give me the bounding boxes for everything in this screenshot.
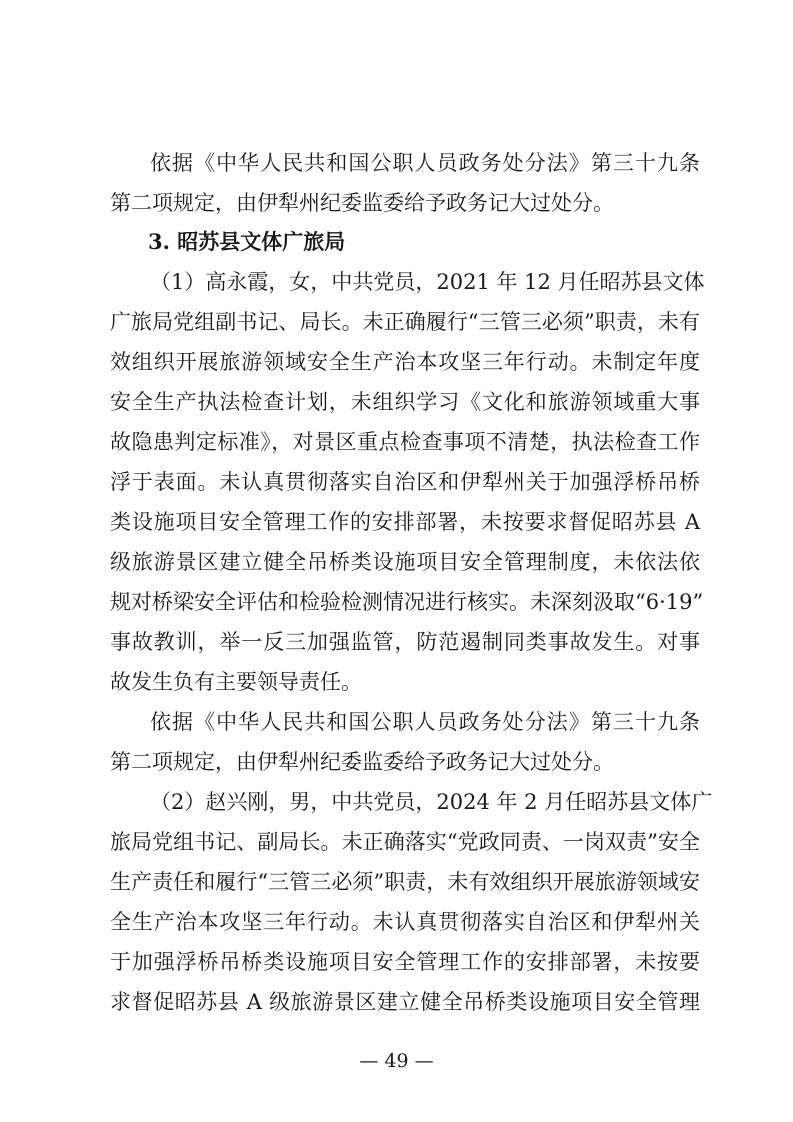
paragraph-line: 事故教训，举一反三加强监管，防范遏制同类事故发生。对事 <box>110 630 700 654</box>
paragraph-line: （1）高永霞，女，中共党员，2021 年 12 月任昭苏县文体 <box>150 270 705 294</box>
paragraph-line: （2）赵兴刚，男，中共党员，2024 年 2 月任昭苏县文体广 <box>150 790 713 814</box>
paragraph-line: 于加强浮桥吊桥类设施项目安全管理工作的安排部署，未按要 <box>110 950 700 974</box>
paragraph-line: 旅局党组书记、副局长。未正确落实“党政同责、一岗双责”安全 <box>110 830 700 854</box>
paragraph-line: 全生产治本攻坚三年行动。未认真贯彻落实自治区和伊犁州关 <box>110 910 700 934</box>
paragraph-line: 第二项规定，由伊犁州纪委监委给予政务记大过处分。 <box>110 750 614 774</box>
paragraph-line: 求督促昭苏县 A 级旅游景区建立健全吊桥类设施项目安全管理 <box>110 990 700 1014</box>
paragraph-line: 安全生产执法检查计划，未组织学习《文化和旅游领域重大事 <box>110 390 700 414</box>
paragraph-line: 依据《中华人民共和国公职人员政务处分法》第三十九条 <box>150 151 700 175</box>
paragraph-line: 生产责任和履行“三管三必须”职责，未有效组织开展旅游领域安 <box>110 870 700 894</box>
paragraph-line: 浮于表面。未认真贯彻落实自治区和伊犁州关于加强浮桥吊桥 <box>110 470 700 494</box>
paragraph-line: 规对桥梁安全评估和检验检测情况进行核实。未深刻汲取“6·19” <box>110 590 704 614</box>
section-heading: 3. 昭苏县文体广旅局 <box>148 229 346 254</box>
paragraph-line: 故发生负有主要领导责任。 <box>110 670 362 694</box>
paragraph-line: 效组织开展旅游领域安全生产治本攻坚三年行动。未制定年度 <box>110 350 700 374</box>
paragraph-line: 级旅游景区建立健全吊桥类设施项目安全管理制度，未依法依 <box>110 550 700 574</box>
paragraph-line: 类设施项目安全管理工作的安排部署，未按要求督促昭苏县 A <box>110 510 700 534</box>
page-number: — 49 — <box>359 1050 434 1072</box>
paragraph-line: 第二项规定，由伊犁州纪委监委给予政务记大过处分。 <box>110 191 614 215</box>
paragraph-line: 广旅局党组副书记、局长。未正确履行“三管三必须”职责，未有 <box>110 310 700 334</box>
paragraph-line: 故隐患判定标准》，对景区重点检查事项不清楚，执法检查工作 <box>110 430 700 454</box>
paragraph-line: 依据《中华人民共和国公职人员政务处分法》第三十九条 <box>150 710 700 734</box>
